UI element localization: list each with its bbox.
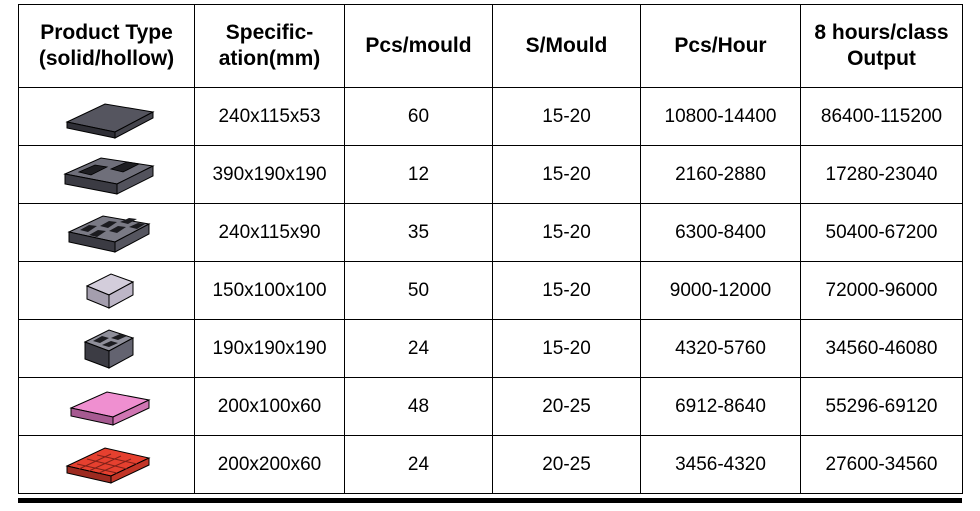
cell-specification: 200x200x60 [195, 436, 345, 494]
column-header-pcs-per-hour-line1: Pcs/Hour [674, 34, 767, 58]
product-icon-cell [19, 204, 195, 262]
hollow-block-three-cavity-icon [49, 326, 165, 372]
product-icon-cell [19, 378, 195, 436]
cell-pcs-per-mould: 48 [345, 378, 493, 436]
solid-block-grey-icon [49, 268, 165, 314]
product-icon-cell [19, 88, 195, 146]
cell-specification: 390x190x190 [195, 146, 345, 204]
hollow-block-six-cavity-icon [49, 210, 165, 256]
cell-pcs-per-hour: 6912-8640 [641, 378, 801, 436]
cell-pcs-per-hour: 2160-2880 [641, 146, 801, 204]
table-row [19, 146, 963, 204]
cell-pcs-per-hour: 3456-4320 [641, 436, 801, 494]
grid-paver-red-icon [49, 442, 165, 488]
cell-specification: 190x190x190 [195, 320, 345, 378]
cell-pcs-per-mould: 24 [345, 436, 493, 494]
cell-pcs-per-mould: 24 [345, 320, 493, 378]
table-row [19, 204, 963, 262]
table-row [19, 88, 963, 146]
cell-s-per-mould: 20-25 [493, 436, 641, 494]
column-header-product-type [19, 5, 195, 88]
column-header-product-type-line1: Product Type [40, 21, 173, 45]
cell-s-per-mould: 15-20 [493, 146, 641, 204]
cell-pcs-per-hour: 4320-5760 [641, 320, 801, 378]
solid-brick-dark-icon [49, 94, 165, 140]
cell-pcs-per-mould: 50 [345, 262, 493, 320]
column-header-s-per-mould-line1: S/Mould [525, 34, 608, 58]
cell-s-per-mould: 15-20 [493, 262, 641, 320]
column-header-eight-hours-output [801, 5, 963, 88]
product-icon-cell [19, 320, 195, 378]
column-header-eight-hours-output-line2: Output [847, 47, 916, 70]
cell-pcs-per-mould: 35 [345, 204, 493, 262]
bottom-divider [18, 498, 962, 503]
cell-eight-hours-output: 86400-115200 [801, 88, 963, 146]
product-icon-cell [19, 146, 195, 204]
cell-s-per-mould: 15-20 [493, 204, 641, 262]
cell-pcs-per-mould: 60 [345, 88, 493, 146]
cell-s-per-mould: 15-20 [493, 320, 641, 378]
cell-specification: 200x100x60 [195, 378, 345, 436]
column-header-product-type-line2: (solid/hollow) [38, 47, 175, 70]
cell-pcs-per-hour: 10800-14400 [641, 88, 801, 146]
column-header-pcs-per-mould-line1: Pcs/mould [365, 34, 472, 58]
paver-pink-icon [49, 384, 165, 430]
cell-eight-hours-output: 72000-96000 [801, 262, 963, 320]
cell-specification: 240x115x90 [195, 204, 345, 262]
cell-pcs-per-hour: 6300-8400 [641, 204, 801, 262]
column-header-specification-line2: ation(mm) [218, 47, 321, 70]
product-spec-table [18, 4, 963, 494]
table-row [19, 378, 963, 436]
table-row [19, 262, 963, 320]
cell-eight-hours-output: 50400-67200 [801, 204, 963, 262]
cell-specification: 240x115x53 [195, 88, 345, 146]
cell-s-per-mould: 15-20 [493, 88, 641, 146]
table-row [19, 320, 963, 378]
column-header-pcs-per-mould [345, 5, 493, 88]
table-header-row [19, 5, 963, 88]
cell-eight-hours-output: 17280-23040 [801, 146, 963, 204]
column-header-s-per-mould [493, 5, 641, 88]
column-header-eight-hours-output-line1: 8 hours/class [814, 21, 949, 45]
column-header-specification-line1: Specific- [225, 21, 314, 45]
spec-table-document [0, 4, 980, 511]
product-icon-cell [19, 262, 195, 320]
column-header-specification [195, 5, 345, 88]
hollow-block-two-cavity-icon [49, 152, 165, 198]
cell-eight-hours-output: 34560-46080 [801, 320, 963, 378]
product-icon-cell [19, 436, 195, 494]
cell-pcs-per-hour: 9000-12000 [641, 262, 801, 320]
cell-eight-hours-output: 27600-34560 [801, 436, 963, 494]
cell-pcs-per-mould: 12 [345, 146, 493, 204]
table-row [19, 436, 963, 494]
cell-eight-hours-output: 55296-69120 [801, 378, 963, 436]
cell-s-per-mould: 20-25 [493, 378, 641, 436]
cell-specification: 150x100x100 [195, 262, 345, 320]
column-header-pcs-per-hour [641, 5, 801, 88]
